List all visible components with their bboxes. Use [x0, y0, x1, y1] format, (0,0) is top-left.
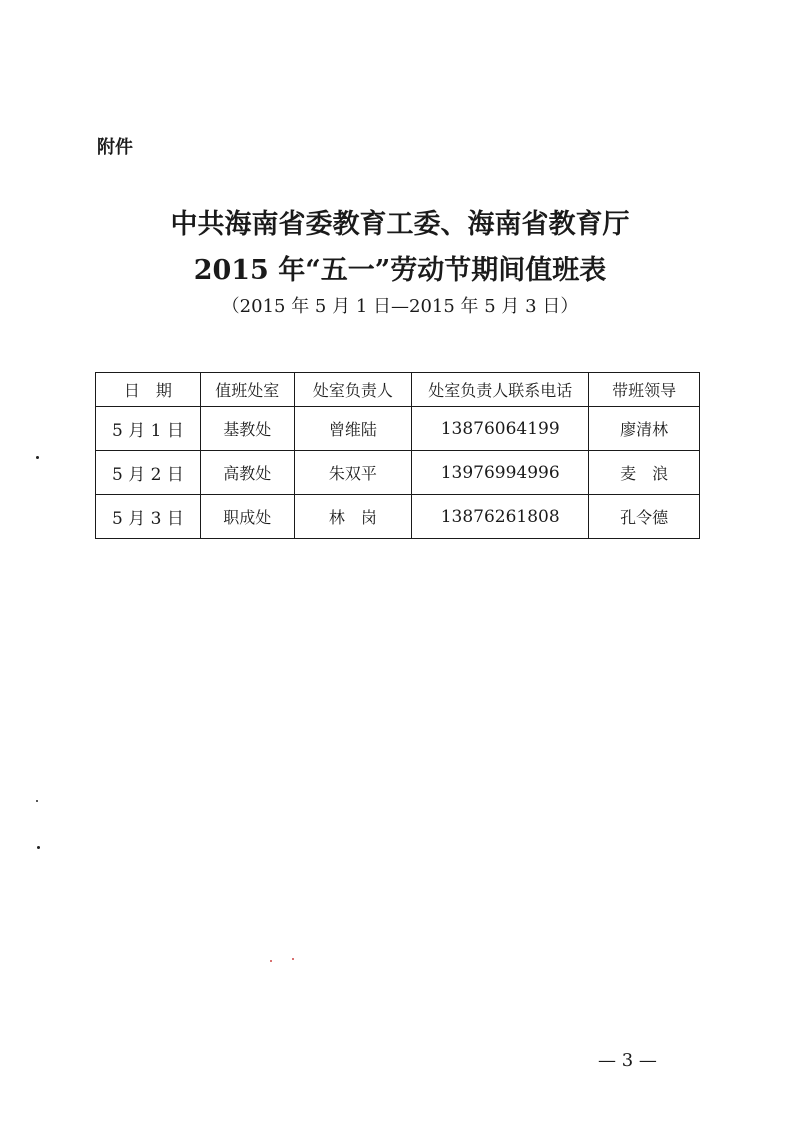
- cell-date: 5 月 2 日: [96, 451, 201, 495]
- header-contact-phone: 处室负责人联系电话: [412, 373, 589, 407]
- cell-duty-office: 职成处: [200, 495, 294, 539]
- table-row: [96, 407, 700, 451]
- document-title-line2: 2015 年“五一”劳动节期间值班表: [193, 255, 607, 286]
- table-row: [96, 451, 700, 495]
- cell-office-head: 朱双平: [294, 451, 412, 495]
- scan-speck: [270, 960, 272, 962]
- scan-speck: [36, 800, 38, 802]
- document-title-line1: 中共海南省委教育工委、海南省教育厅: [170, 209, 630, 240]
- header-date: 日 期: [96, 373, 201, 407]
- cell-office-head: 曾维陆: [294, 407, 412, 451]
- cell-contact-phone: 13876261808: [412, 495, 589, 539]
- scan-speck: [36, 456, 39, 459]
- cell-contact-phone: 13876064199: [412, 407, 589, 451]
- date-range-subtitle: （2015 年 5 月 1 日—2015 年 5 月 3 日）: [221, 296, 579, 317]
- cell-shift-leader: 孔令德: [589, 495, 700, 539]
- cell-date: 5 月 1 日: [96, 407, 201, 451]
- header-duty-office: 值班处室: [200, 373, 294, 407]
- scan-speck: [37, 846, 40, 849]
- table-row: [96, 495, 700, 539]
- header-shift-leader: 带班领导: [589, 373, 700, 407]
- table-header-row: [96, 373, 700, 407]
- scan-speck: [292, 958, 294, 960]
- page-number: — 3 —: [598, 1050, 657, 1071]
- cell-contact-phone: 13976994996: [412, 451, 589, 495]
- cell-duty-office: 基教处: [200, 407, 294, 451]
- cell-duty-office: 高教处: [200, 451, 294, 495]
- cell-shift-leader: 廖清林: [589, 407, 700, 451]
- attachment-label: 附件: [97, 137, 133, 158]
- cell-office-head: 林 岗: [294, 495, 412, 539]
- duty-schedule-table: [95, 372, 700, 539]
- cell-shift-leader: 麦 浪: [589, 451, 700, 495]
- header-office-head: 处室负责人: [294, 373, 412, 407]
- cell-date: 5 月 3 日: [96, 495, 201, 539]
